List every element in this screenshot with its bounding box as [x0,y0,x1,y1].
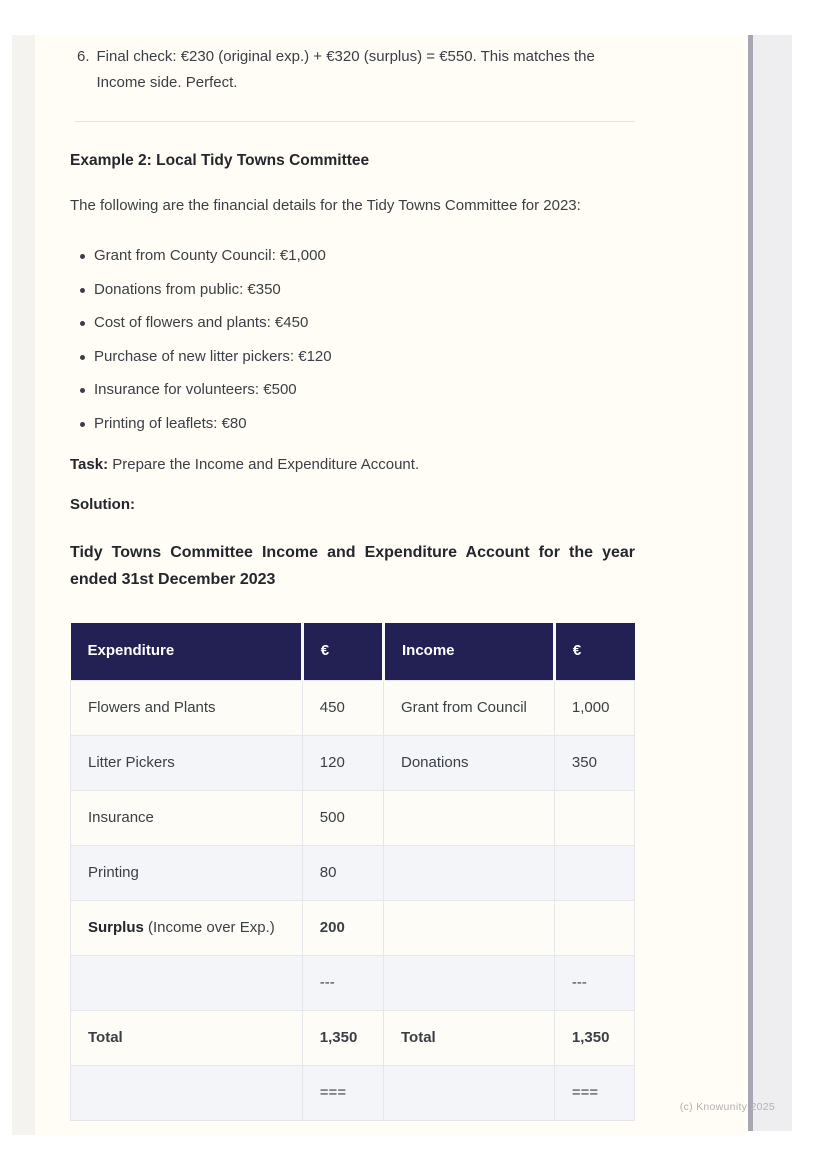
column-header-euro-left: € [302,623,383,681]
table-header-row [71,623,635,681]
surplus-label: Surplus [88,918,144,936]
table-row-total-rule [71,1065,635,1120]
solution-label: Solution: [70,495,135,513]
list-item [80,377,635,403]
page-edge-strip [12,35,35,1135]
final-check-text: Final check: €230 (original exp.) + €320 (surplus) = €550. This matches the Income side. Perfect. [96,48,595,91]
table-row-surplus [71,900,635,955]
cell-expenditure: Litter Pickers [71,735,303,790]
list-item-text: Purchase of new litter pickers: €120 [94,347,332,365]
scrollbar-thumb[interactable] [748,35,753,1131]
cell-exp-amount: 450 [302,680,383,735]
cell-exp-amount: 80 [302,845,383,900]
bullet-icon [80,254,85,259]
list-item [80,411,635,437]
cell-inc-amount [554,790,634,845]
cell-inc-amount: 1,000 [554,680,634,735]
list-item-text: Donations from public: €350 [94,280,281,298]
list-item [80,277,635,303]
list-item-text: Grant from County Council: €1,000 [94,247,326,264]
column-header-euro-right: € [554,623,634,681]
list-item-number: 6. [77,48,90,65]
cell-inc-amount: 1,350 [554,1010,634,1065]
footer-credit: (c) Knowunity 2025 [679,1101,775,1113]
list-item [80,310,635,336]
cell-expenditure [71,955,303,1010]
column-header-income: Income [384,623,555,681]
table-row-total [71,1010,635,1065]
document-page [35,35,748,1135]
cell-income: Grant from Council [384,680,555,735]
cell-inc-amount: 350 [554,735,634,790]
cell-exp-amount: 500 [302,790,383,845]
surplus-note: (Income over Exp.) [143,918,275,936]
cell-expenditure: Insurance [71,790,303,845]
task-label: Task: [70,455,109,473]
bullet-icon [80,388,85,393]
list-item-text: Insurance for volunteers: €500 [94,381,297,398]
cell-expenditure: Total [71,1010,303,1065]
bullet-icon [80,355,85,360]
cell-inc-amount [554,900,634,955]
cell-income [384,790,555,845]
cell-inc-amount: === [554,1065,634,1120]
cell-exp-amount: --- [302,955,383,1010]
example-heading: Example 2: Local Tidy Towns Committee [70,152,370,169]
column-header-expenditure: Expenditure [71,623,303,681]
scrollbar-track[interactable] [748,35,792,1131]
list-item [80,243,635,269]
cell-expenditure: Flowers and Plants [71,680,303,735]
table-row [71,735,635,790]
task-text: Prepare the Income and Expenditure Account. [108,455,420,473]
cell-exp-amount: 1,350 [302,1010,383,1065]
table-row [71,680,635,735]
cell-exp-amount: 200 [302,900,383,955]
final-check-item [70,44,635,96]
cell-income [384,955,555,1010]
cell-expenditure [71,1065,303,1120]
bullet-icon [80,321,85,326]
cell-income [384,1065,555,1120]
list-item-text: Cost of flowers and plants: €450 [94,314,309,331]
cell-expenditure [71,900,303,955]
cell-exp-amount: 120 [302,735,383,790]
cell-exp-amount: === [302,1065,383,1120]
list-item-text: Printing of leaflets: €80 [94,414,247,432]
income-expenditure-table [70,623,635,1121]
bullet-icon [80,288,85,293]
bullet-icon [80,422,85,427]
task-paragraph [70,452,635,478]
table-row [71,790,635,845]
section-divider [75,121,635,122]
cell-income: Donations [384,735,555,790]
list-item [80,344,635,370]
cell-income [384,845,555,900]
cell-inc-amount: --- [554,955,634,1010]
solution-paragraph [70,492,635,518]
cell-expenditure: Printing [71,845,303,900]
financial-details-list [70,243,635,437]
cell-income: Total [384,1010,555,1065]
cell-inc-amount [554,845,634,900]
table-row [71,845,635,900]
intro-paragraph: The following are the financial details for the Tidy Towns Committee for 2023: [70,197,581,214]
table-row-subtotal-rule [71,955,635,1010]
cell-income [384,900,555,955]
account-title: Tidy Towns Committee Income and Expenditure Account for the year ended 31st December 2023 [70,543,635,588]
